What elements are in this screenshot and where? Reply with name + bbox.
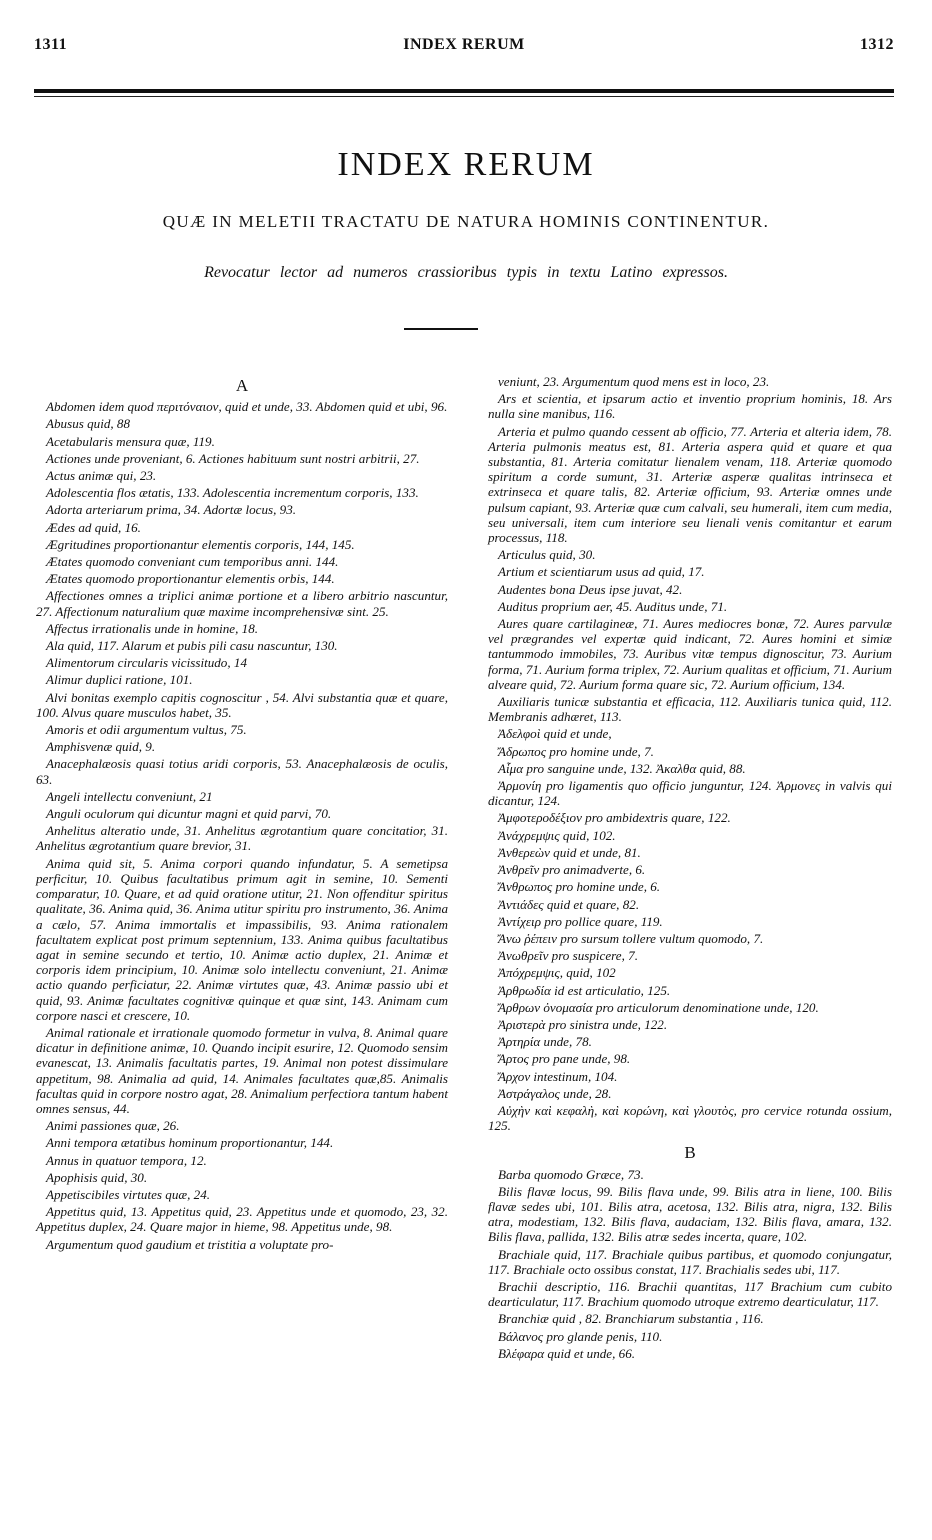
index-entry: Αἷμα pro sanguine unde, 132. Ἀκαλθα quid, 88. [498,760,746,776]
index-entry: Ala quid, 117. Alarum et pubis pili casu nascuntur, 130. [46,638,338,654]
running-title: INDEX RERUM [403,36,525,53]
index-entry: Animi passiones quæ, 26. [46,1118,180,1134]
index-entry: Adolescentia flos ætatis, 133. Adolescentia incrementum corporis, 133. [46,485,419,501]
right-column [488,374,892,1363]
index-entry: Abusus quid, 88 [46,416,131,432]
index-entry: Ἀπόχρεμψις, quid, 102 [498,965,616,981]
index-entry: Angeli intellectu conveniunt, 21 [46,788,213,804]
index-entry: Apophisis quid, 30. [46,1169,148,1185]
index-entry: Auxiliaris tunicæ substantia et efficacia, 112. Auxiliaris tunica quid, 112. Membranis adhæret, 113. [488,694,892,725]
index-entry: Anguli oculorum qui dicuntur magni et quid parvi, 70. [46,806,332,822]
index-entry: Annus in quatuor tempora, 12. [46,1152,207,1168]
index-entry: Ἀνωθρεῖν pro suspicere, 7. [498,948,638,964]
section-letter-b: B [684,1143,696,1163]
index-entry: Appetitus quid, 13. Appetitus quid, 23. Appetitus unde et quomodo, 23, 32. Appetitus duplex, 24. Quare major in hieme, 98. Appetitus unde, 98. [36,1204,448,1235]
index-entry: Articulus quid, 30. [498,547,596,563]
index-entry: Branchiæ quid , 82. Branchiarum substantia , 116. [498,1311,764,1327]
index-entry: Brachiale quid, 117. Brachiale quibus partibus, et quomodo conjungatur, 117. Brachiale octo ossibus constat, 117. Brachialis sedes ubi, 117. [488,1246,892,1277]
section-letter-a: A [235,376,249,395]
index-entry: Amphisvenæ quid, 9. [46,739,156,755]
index-entry: Ἀνάχρεμψις quid, 102. [498,827,616,843]
index-entry: Ἀριστερὰ pro sinistra unde, 122. [498,1016,668,1032]
index-entry: Ars et scientia, et ipsarum actio et inventio proprium hominis, 18. Ars nulla sine manibus, 116. [488,391,892,422]
index-entry: Ædes ad quid, 16. [46,519,141,535]
index-entry: Alimur duplici ratione, 101. [46,672,193,688]
index-entry: Alimentorum circularis vicissitudo, 14 [46,655,247,671]
index-entry: Anhelitus alteratio unde, 31. Anhelitus ægrotantium quare concitatior, 31. Anhelitus ægrotantium quare brevior, 31. [36,823,448,854]
index-entry: Auditus proprium aer, 45. Auditus unde, 71. [498,598,728,614]
index-entry: Animal rationale et irrationale quomodo formetur in vulva, 8. Animal quare dicatur in definitione animæ, 10. Quando incipit esurire, 12. Quomodo sensim evanescat, 13. Animalis facultatis partes, 19. Animal non potest dissimulare appetitum, 98. Animalia ad quid, 14. Animales facultates quæ,85. Animalis facultas quid in corpore nostro agat, 28. Animalium perfectiora tantum habent omnes sensus, 44. [36,1024,448,1116]
index-entry: Abdomen idem quod περιτόναιον, quid et unde, 33. Abdomen quid et ubi, 96. [46,399,448,415]
index-entry: Ἀνθερεὼν quid et unde, 81. [498,844,641,860]
index-entry: Actus animæ qui, 23. [46,468,157,484]
index-entry: Ἀδελφοὶ quid et unde, [498,726,612,742]
index-entry: Adorta arteriarum prima, 34. Adortæ locus, 93. [46,502,297,518]
index-entry: Αὐχὴν καὶ κεφαλὴ, καὶ κορώνη, καὶ γλουτὸς, pro cervice rotunda ossium, 125. [488,1102,892,1134]
index-entry: Ætates quomodo conveniant cum temporibus anni. 144. [46,554,339,570]
index-entry: Ἀμφοτεροδέξιον pro ambidextris quare, 122. [498,810,731,826]
index-entry: Appetiscibiles virtutes quæ, 24. [46,1186,211,1202]
index-entry: Ἀρτηρία unde, 78. [498,1034,592,1050]
header-rule-thin [34,96,894,97]
index-entry: Ἀνθρεῖν pro animadverte, 6. [498,862,646,878]
index-entry: Bilis flavæ locus, 99. Bilis flava unde, 99. Bilis atra in liene, 100. Bilis flavæ sedes ubi, 101. Bilis atra, acetosa, 132. Bilis atra, nigra, 132. Bilis atra, modestiam, 132. Bilis flava, audaciam, 132. Bilis flava, amara, 132. Bilis flava, pallida, 132. Bilis atræ sedes incerta, quare, 102. [488,1183,892,1245]
index-entry: Arteria et pulmo quando cessent ab officio, 77. Arteria et alteria idem, 78. Arteria pulmonis meatus est, 81. Arteria aspera quid et quare et qua substantia, 81. Arteria comitatur lienalem venam, 118. Arteriæ quomodo spiritum a corde sumunt, 31. Arteriæ asperæ qualitas intrinseca et extrinseca et quare talis, 82. Arteriæ officium, 93. Arteriæ omnes unde pulsum capiant, 93. Arteriæ quæ cum calvali, seu humerali, item cum media, seu universali, item cum interiore seu lienali venis comitantur et earum processus, 118. [488,423,892,546]
index-entry: Ἀστράγαλος unde, 28. [498,1085,612,1101]
page-subtitle: QUÆ IN MELETII TRACTATU DE NATURA HOMINIS CONTINENTUR. [162,212,770,231]
page-title: INDEX RERUM [337,146,595,183]
index-entry: Affectiones omnes a triplici animæ portione et a libero arbitrio nascuntur, 27. Affectionum naturalium quæ maxime incomprehensivæ sint. 25. [36,588,448,619]
reader-note: Revocatur lector ad numeros crassioribus typis in textu Latino expressos. [204,264,728,281]
index-entry: Alvi bonitas exemplo capitis cognoscitur , 54. Alvi substantia quæ et quare, 100. Alvus quare musculos habet, 35. [36,689,448,720]
index-entry: Ἄρχον intestinum, 104. [498,1068,618,1084]
running-head [34,36,894,56]
index-entry: Barba quomodo Græce, 73. [498,1166,644,1182]
index-entry: Ἄρθρων ὀνομασία pro articulorum denominatione unde, 120. [498,999,819,1015]
title-divider [404,328,478,330]
left-column [36,378,448,1254]
index-entry: Ἁρμονίη pro ligamentis quo officio junguntur, 124. Ἁρμονες in valvis qui dicantur, 124. [488,778,892,809]
index-entry: Ἄρτος pro pane unde, 98. [498,1051,631,1067]
page-number-left: 1311 [34,36,68,53]
index-entry: Amoris et odii argumentum vultus, 75. [46,722,247,738]
index-entry: Ἀντίχειρ pro pollice quare, 119. [498,913,663,929]
index-entry: Actiones unde proveniant, 6. Actiones habituum sunt nostri arbitrii, 27. [46,450,420,466]
index-entry: Ἀρθρωδία id est articulatio, 125. [498,982,671,998]
index-entry: Ἄδρωπος pro homine unde, 7. [498,743,654,759]
index-entry: Argumentum quod gaudium et tristitia a voluptate pro- [46,1236,334,1252]
header-rule-thick [34,89,894,93]
index-entry: Artium et scientiarum usus ad quid, 17. [498,564,705,580]
page-number-right: 1312 [860,36,894,53]
index-entry: Aures quare cartilagineæ, 71. Aures mediocres bonæ, 72. Aures parvulæ vel prægrandes vel expertæ quid indicant, 72. Aures homini et simiæ tantummodo immobiles, 73. Auribus vitæ tempus dignoscitur, 73. Aurium forma, 71. Aurium forma triplex, 72. Aurium qualitas et officium, 71. Aurium alveare quid, 72. Aurium forma quare sic, 72. Aurium officium, 134. [488,616,892,692]
index-entry: Audentes bona Deus ipse juvat, 42. [498,581,683,597]
index-entry: Ætates quomodo proportionantur elementis orbis, 144. [46,571,335,587]
index-entry: veniunt, 23. Argumentum quod mens est in loco, 23. [498,374,770,389]
index-entry: Ἀντιάδες quid et quare, 82. [498,896,640,912]
index-entry: Acetabularis mensura quæ, 119. [46,433,215,449]
index-entry: Ἄνω ῥέπειν pro sursum tollere vultum quomodo, 7. [498,930,764,946]
index-entry: Anni tempora ætatibus hominum proportionantur, 144. [46,1135,334,1151]
index-entry: Affectus irrationalis unde in homine, 18. [46,620,259,636]
index-entry: Ἄνθρωπος pro homine unde, 6. [498,879,661,895]
index-entry: Anacephalæosis quasi totius aridi corporis, 53. Anacephalæosis de oculis, 63. [36,756,448,787]
index-entry: Βλέφαρα quid et unde, 66. [498,1345,636,1361]
index-entry: Anima quid sit, 5. Anima corpori quando infundatur, 5. A semetipsa perficitur, 10. Quibus facultatibus primum agit in semine, 10. Sementi comparatur, 10. Quare, et ad quid oratione utitur, 21. Non offenditur spiritus qualitate, 36. Anima quid, 36. Anima utitur spiritu pro instrumento, 36. Anima a cælo, 57. Anima immortalis et impassibilis, 93. Anima rationalem facultatem explicat post primum septennium, 133. Anima quibus facultatibus agat in semine secundo et tertio, 10. Animæ actio duplex, 21. Animæ et corporis idem principium, 10. Animæ solo intellectu conveniunt, 21. Animæ actio quando perficiatur, 22. Animæ virtutes quæ, 43. Animæ passio ubi et quid, 93. Animæ facultates cognitivæ quinque et quæ sint, 143. Animam cum corpore nasci et crescere, 10. [36,855,448,1023]
index-entry: Βάλανος pro glande penis, 110. [498,1328,663,1344]
index-entry: Brachii descriptio, 116. Brachii quantitas, 117 Brachium cum cubito dearticulatur, 117. Brachium quomodo utroque extremo dearticulatur, 117. [488,1278,892,1310]
index-entry: Ægritudines proportionantur elementis corporis, 144, 145. [46,536,355,552]
